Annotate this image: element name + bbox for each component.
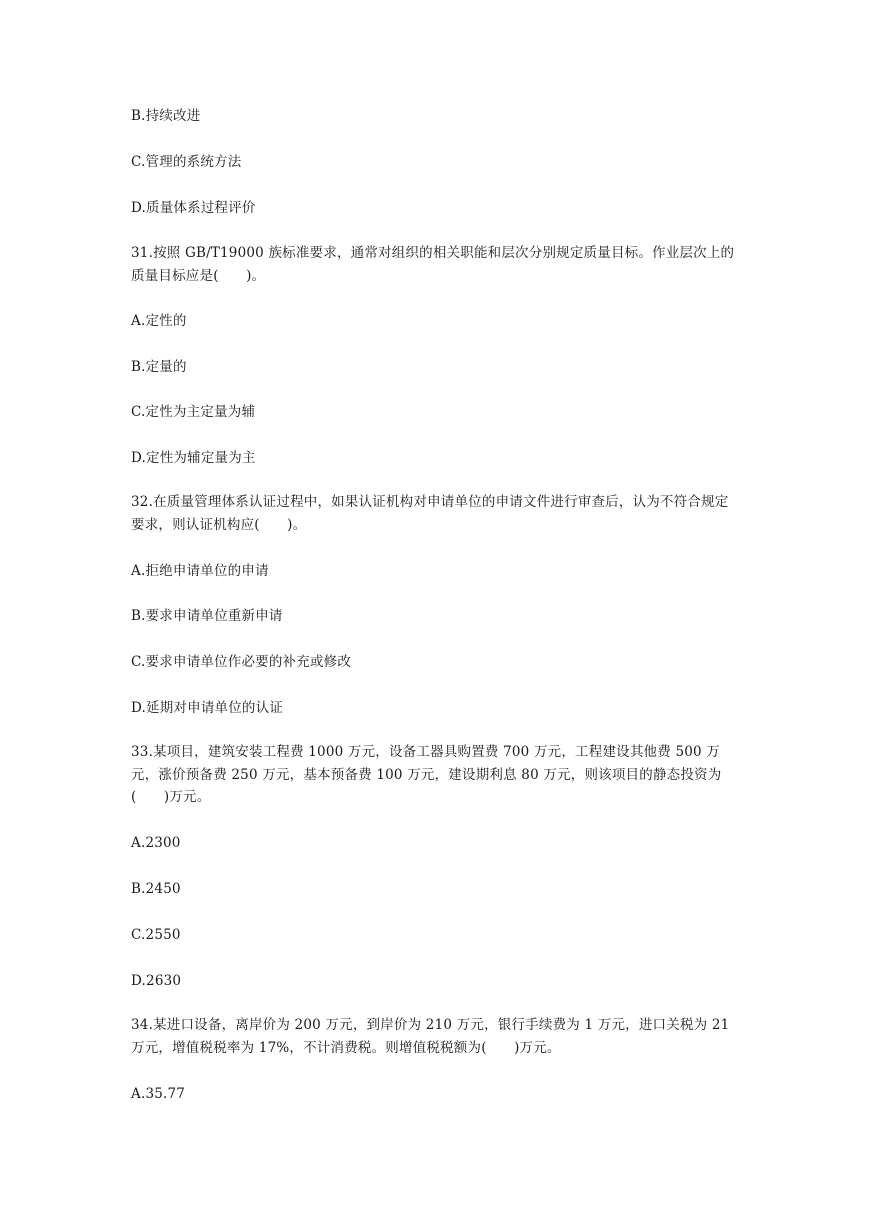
q31-option-a: A.定性的 <box>131 313 187 329</box>
q30-option-d: D.质量体系过程评价 <box>131 200 256 216</box>
q33-option-c: C.2550 <box>131 927 181 943</box>
question-31: 31.按照 GB/T19000 族标准要求，通常对组织的相关职能和层次分别规定质量目标。作业层次上的质量目标应是( )。 <box>131 245 735 284</box>
q32-option-d: D.延期对申请单位的认证 <box>131 700 284 716</box>
question-32: 32.在质量管理体系认证过程中，如果认证机构对申请单位的申请文件进行审查后，认为不符合规定要求，则认证机构应( )。 <box>131 494 729 533</box>
question-33: 33.某项目，建筑安装工程费 1000 万元，设备工器具购置费 700 万元，工程建设其他费 500 万元，涨价预备费 250 万元，基本预备费 100 万元，建设期利息 80 万元，则该项目的静态投资为( )万元。 <box>131 744 722 805</box>
q31-option-c: C.定性为主定量为辅 <box>131 404 256 420</box>
q31-option-b: B.定量的 <box>131 359 187 375</box>
question-34: 34.某进口设备，离岸价为 200 万元，到岸价为 210 万元，银行手续费为 1 万元，进口关税为 21 万元，增值税税率为 17%，不计消费税。则增值税税额为( )万元。 <box>131 1017 730 1056</box>
q34-option-a: A.35.77 <box>131 1086 186 1102</box>
q33-option-a: A.2300 <box>131 835 181 851</box>
q32-option-c: C.要求申请单位作必要的补充或修改 <box>131 654 352 670</box>
q33-option-d: D.2630 <box>131 973 182 989</box>
q32-option-b: B.要求申请单位重新申请 <box>131 608 283 624</box>
q32-option-a: A.拒绝申请单位的申请 <box>131 563 269 579</box>
q33-option-b: B.2450 <box>131 881 181 897</box>
q30-option-b: B.持续改进 <box>131 108 201 124</box>
q30-option-c: C.管理的系统方法 <box>131 154 242 170</box>
q31-option-d: D.定性为辅定量为主 <box>131 450 256 466</box>
